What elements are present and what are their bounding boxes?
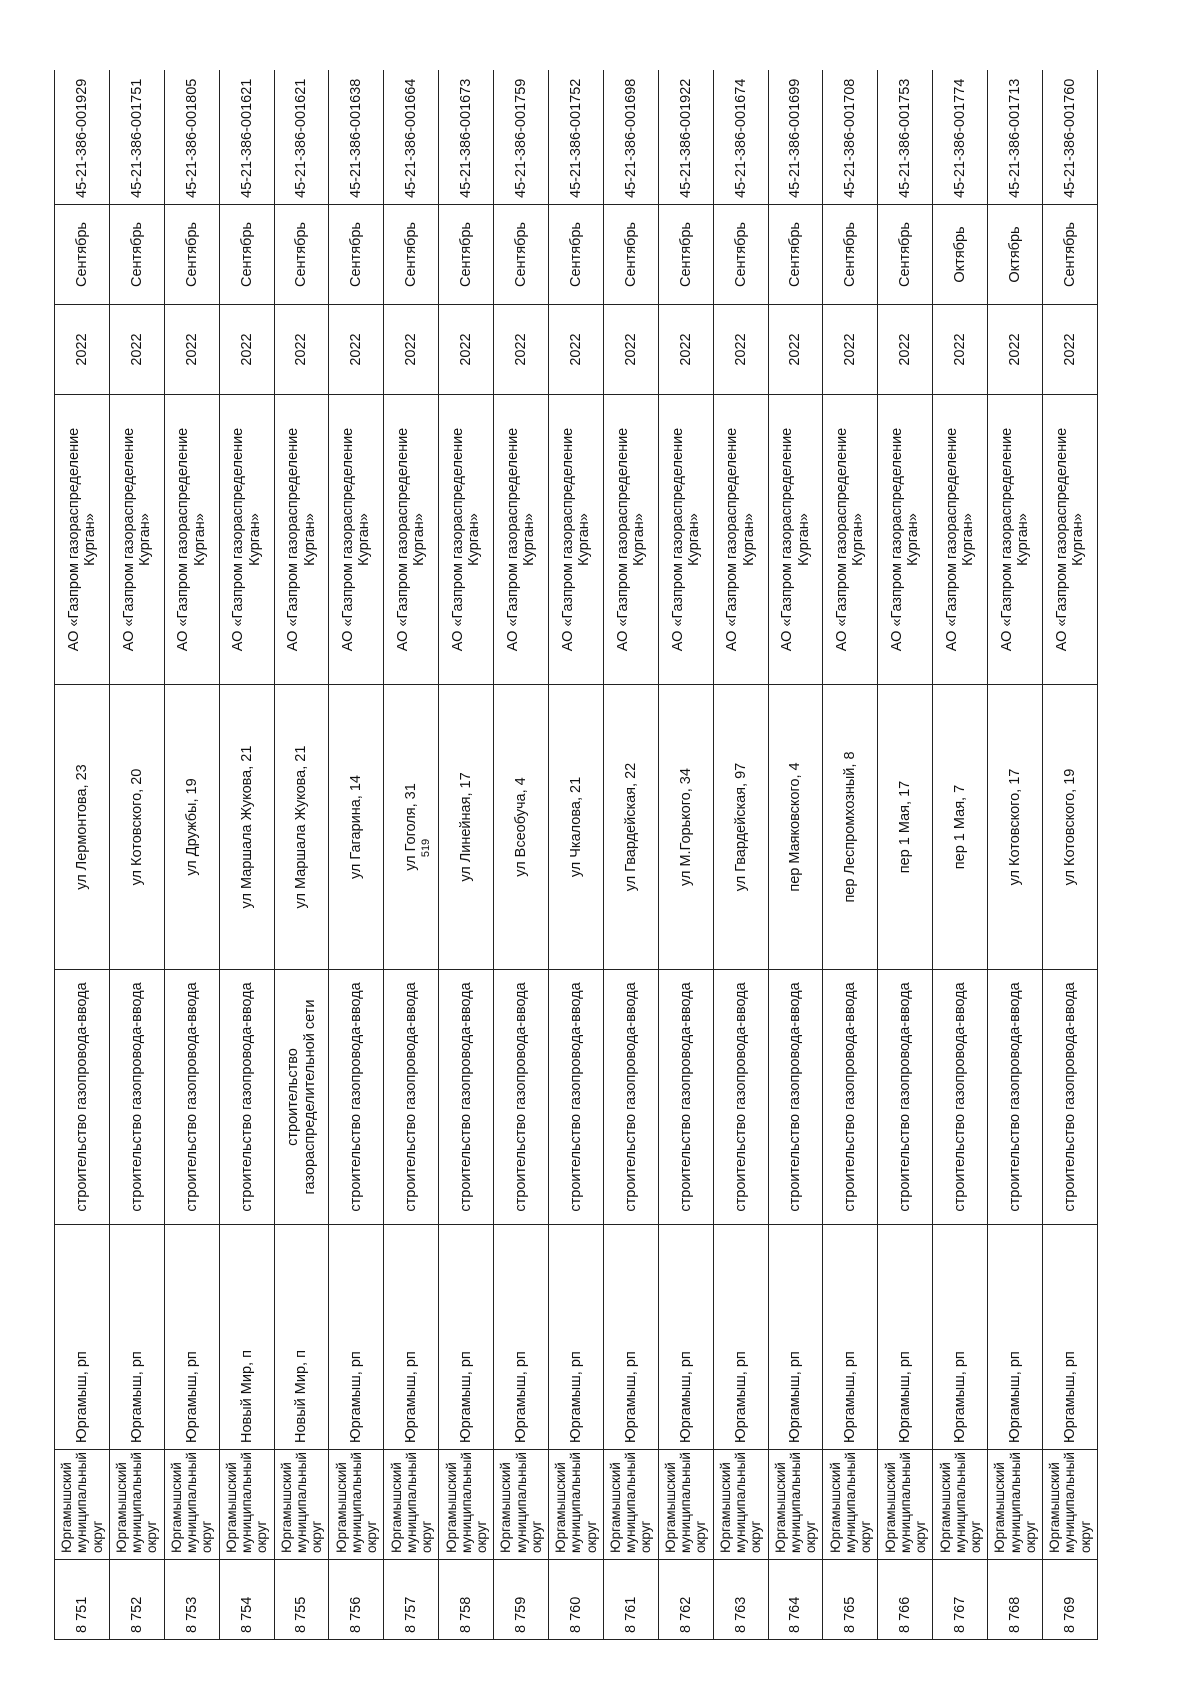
year-cell: 2022 xyxy=(384,305,439,395)
district-cell: Юргамышский муниципальный округ xyxy=(713,1450,768,1560)
locality-cell: Юргамыш, рп xyxy=(988,1225,1043,1450)
organization-cell: АО «Газпром газораспределение Курган» xyxy=(658,395,713,685)
table-row xyxy=(109,70,164,1640)
object-code-cell: 45-21-386-001713 xyxy=(988,70,1043,205)
district-cell: Юргамышский муниципальный округ xyxy=(439,1450,494,1560)
month-cell: Октябрь xyxy=(988,205,1043,305)
locality-cell: Юргамыш, рп xyxy=(494,1225,549,1450)
table-row xyxy=(219,70,274,1640)
rotated-table-container xyxy=(54,70,1098,1640)
address-cell: ул Лермонтова, 23 xyxy=(55,685,110,970)
address-cell: ул Гвардейская, 22 xyxy=(603,685,658,970)
month-cell: Сентябрь xyxy=(494,205,549,305)
work-type-cell: строительство газопровода-ввода xyxy=(109,970,164,1225)
row-number-cell: 8 757 xyxy=(384,1560,439,1640)
district-cell: Юргамышский муниципальный округ xyxy=(329,1450,384,1560)
district-cell: Юргамышский муниципальный округ xyxy=(549,1450,604,1560)
address-cell: пер 1 Мая, 7 xyxy=(933,685,988,970)
address-cell: ул Маршала Жукова, 21 xyxy=(274,685,329,970)
work-type-cell: строительство газопровода-ввода xyxy=(1043,970,1098,1225)
district-cell: Юргамышский муниципальный округ xyxy=(109,1450,164,1560)
table-row xyxy=(823,70,878,1640)
organization-cell: АО «Газпром газораспределение Курган» xyxy=(823,395,878,685)
table-row xyxy=(878,70,933,1640)
work-type-cell: строительство газопровода-ввода xyxy=(768,970,823,1225)
work-type-cell: строительство газопровода-ввода xyxy=(988,970,1043,1225)
gas-connection-register-table xyxy=(54,70,1098,1640)
table-row xyxy=(55,70,110,1640)
year-cell: 2022 xyxy=(878,305,933,395)
row-number-cell: 8 753 xyxy=(164,1560,219,1640)
month-cell: Сентябрь xyxy=(768,205,823,305)
month-cell: Сентябрь xyxy=(164,205,219,305)
object-code-cell: 45-21-386-001752 xyxy=(549,70,604,205)
address-cell: пер Леспромхозный, 8 xyxy=(823,685,878,970)
address-cell: пер Маяковского, 4 xyxy=(768,685,823,970)
year-cell: 2022 xyxy=(274,305,329,395)
month-cell: Сентябрь xyxy=(549,205,604,305)
work-type-cell: строительство газопровода-ввода xyxy=(549,970,604,1225)
work-type-cell: строительство газопровода-ввода xyxy=(933,970,988,1225)
district-cell: Юргамышский муниципальный округ xyxy=(878,1450,933,1560)
address-cell: ул Линейная, 17 xyxy=(439,685,494,970)
row-number-cell: 8 756 xyxy=(329,1560,384,1640)
month-cell: Сентябрь xyxy=(603,205,658,305)
month-cell: Сентябрь xyxy=(55,205,110,305)
object-code-cell: 45-21-386-001805 xyxy=(164,70,219,205)
table-row xyxy=(768,70,823,1640)
organization-cell: АО «Газпром газораспределение Курган» xyxy=(713,395,768,685)
object-code-cell: 45-21-386-001929 xyxy=(55,70,110,205)
row-number-cell: 8 762 xyxy=(658,1560,713,1640)
organization-cell: АО «Газпром газораспределение Курган» xyxy=(329,395,384,685)
work-type-cell: строительство газопровода-ввода xyxy=(329,970,384,1225)
district-cell: Юргамышский муниципальный округ xyxy=(384,1450,439,1560)
locality-cell: Юргамыш, рп xyxy=(933,1225,988,1450)
month-cell: Сентябрь xyxy=(384,205,439,305)
district-cell: Юргамышский муниципальный округ xyxy=(823,1450,878,1560)
row-number-cell: 8 765 xyxy=(823,1560,878,1640)
organization-cell: АО «Газпром газораспределение Курган» xyxy=(384,395,439,685)
object-code-cell: 45-21-386-001621 xyxy=(219,70,274,205)
district-cell: Юргамышский муниципальный округ xyxy=(494,1450,549,1560)
work-type-cell: строительство газопровода-ввода xyxy=(603,970,658,1225)
organization-cell: АО «Газпром газораспределение Курган» xyxy=(55,395,110,685)
work-type-cell: строительство газопровода-ввода xyxy=(494,970,549,1225)
locality-cell: Юргамыш, рп xyxy=(384,1225,439,1450)
table-row xyxy=(933,70,988,1640)
year-cell: 2022 xyxy=(823,305,878,395)
table-row xyxy=(549,70,604,1640)
district-cell: Юргамышский муниципальный округ xyxy=(164,1450,219,1560)
work-type-cell: строительство газопровода-ввода xyxy=(219,970,274,1225)
address-cell: ул Всеобуча, 4 xyxy=(494,685,549,970)
organization-cell: АО «Газпром газораспределение Курган» xyxy=(549,395,604,685)
object-code-cell: 45-21-386-001759 xyxy=(494,70,549,205)
year-cell: 2022 xyxy=(494,305,549,395)
address-cell: ул Котовского, 17 xyxy=(988,685,1043,970)
locality-cell: Юргамыш, рп xyxy=(878,1225,933,1450)
table-row xyxy=(494,70,549,1640)
object-code-cell: 45-21-386-001664 xyxy=(384,70,439,205)
organization-cell: АО «Газпром газораспределение Курган» xyxy=(768,395,823,685)
month-cell: Сентябрь xyxy=(1043,205,1098,305)
address-cell: ул Маршала Жукова, 21 xyxy=(219,685,274,970)
table-row xyxy=(713,70,768,1640)
row-number-cell: 8 754 xyxy=(219,1560,274,1640)
work-type-cell: строительство газопровода-ввода xyxy=(713,970,768,1225)
locality-cell: Юргамыш, рп xyxy=(1043,1225,1098,1450)
table-row xyxy=(274,70,329,1640)
row-number-cell: 8 769 xyxy=(1043,1560,1098,1640)
month-cell: Сентябрь xyxy=(878,205,933,305)
object-code-cell: 45-21-386-001699 xyxy=(768,70,823,205)
month-cell: Сентябрь xyxy=(329,205,384,305)
table-body xyxy=(55,70,1098,1640)
object-code-cell: 45-21-386-001922 xyxy=(658,70,713,205)
year-cell: 2022 xyxy=(164,305,219,395)
object-code-cell: 45-21-386-001753 xyxy=(878,70,933,205)
locality-cell: Юргамыш, рп xyxy=(713,1225,768,1450)
object-code-cell: 45-21-386-001638 xyxy=(329,70,384,205)
district-cell: Юргамышский муниципальный округ xyxy=(988,1450,1043,1560)
row-number-cell: 8 766 xyxy=(878,1560,933,1640)
year-cell: 2022 xyxy=(1043,305,1098,395)
work-type-cell: строительство газораспределительной сети xyxy=(274,970,329,1225)
month-cell: Сентябрь xyxy=(713,205,768,305)
table-frame xyxy=(54,70,1098,1640)
address-cell: ул Гоголя, 31 xyxy=(384,685,439,970)
work-type-cell: строительство газопровода-ввода xyxy=(823,970,878,1225)
locality-cell: Юргамыш, рп xyxy=(549,1225,604,1450)
organization-cell: АО «Газпром газораспределение Курган» xyxy=(988,395,1043,685)
district-cell: Юргамышский муниципальный округ xyxy=(933,1450,988,1560)
year-cell: 2022 xyxy=(768,305,823,395)
organization-cell: АО «Газпром газораспределение Курган» xyxy=(603,395,658,685)
locality-cell: Юргамыш, рп xyxy=(768,1225,823,1450)
address-cell: ул Котовского, 20 xyxy=(109,685,164,970)
row-number-cell: 8 768 xyxy=(988,1560,1043,1640)
locality-cell: Новый Мир, п xyxy=(219,1225,274,1450)
locality-cell: Юргамыш, рп xyxy=(658,1225,713,1450)
locality-cell: Юргамыш, рп xyxy=(55,1225,110,1450)
locality-cell: Юргамыш, рп xyxy=(164,1225,219,1450)
locality-cell: Юргамыш, рп xyxy=(603,1225,658,1450)
row-number-cell: 8 758 xyxy=(439,1560,494,1640)
row-number-cell: 8 761 xyxy=(603,1560,658,1640)
row-number-cell: 8 751 xyxy=(55,1560,110,1640)
year-cell: 2022 xyxy=(549,305,604,395)
work-type-cell: строительство газопровода-ввода xyxy=(658,970,713,1225)
table-row xyxy=(164,70,219,1640)
table-row xyxy=(329,70,384,1640)
work-type-cell: строительство газопровода-ввода xyxy=(384,970,439,1225)
district-cell: Юргамышский муниципальный округ xyxy=(658,1450,713,1560)
object-code-cell: 45-21-386-001751 xyxy=(109,70,164,205)
page-number: 519 xyxy=(420,838,432,858)
year-cell: 2022 xyxy=(55,305,110,395)
locality-cell: Юргамыш, рп xyxy=(823,1225,878,1450)
district-cell: Юргамышский муниципальный округ xyxy=(219,1450,274,1560)
work-type-cell: строительство газопровода-ввода xyxy=(878,970,933,1225)
table-row xyxy=(439,70,494,1640)
year-cell: 2022 xyxy=(219,305,274,395)
district-cell: Юргамышский муниципальный округ xyxy=(603,1450,658,1560)
district-cell: Юргамышский муниципальный округ xyxy=(768,1450,823,1560)
row-number-cell: 8 764 xyxy=(768,1560,823,1640)
table-row xyxy=(384,70,439,1640)
organization-cell: АО «Газпром газораспределение Курган» xyxy=(274,395,329,685)
organization-cell: АО «Газпром газораспределение Курган» xyxy=(219,395,274,685)
row-number-cell: 8 755 xyxy=(274,1560,329,1640)
row-number-cell: 8 763 xyxy=(713,1560,768,1640)
year-cell: 2022 xyxy=(603,305,658,395)
month-cell: Сентябрь xyxy=(274,205,329,305)
locality-cell: Новый Мир, п xyxy=(274,1225,329,1450)
organization-cell: АО «Газпром газораспределение Курган» xyxy=(1043,395,1098,685)
row-number-cell: 8 760 xyxy=(549,1560,604,1640)
row-number-cell: 8 767 xyxy=(933,1560,988,1640)
object-code-cell: 45-21-386-001698 xyxy=(603,70,658,205)
work-type-cell: строительство газопровода-ввода xyxy=(164,970,219,1225)
address-cell: ул Дружбы, 19 xyxy=(164,685,219,970)
month-cell: Октябрь xyxy=(933,205,988,305)
table-row xyxy=(988,70,1043,1640)
locality-cell: Юргамыш, рп xyxy=(109,1225,164,1450)
month-cell: Сентябрь xyxy=(658,205,713,305)
address-cell: пер 1 Мая, 17 xyxy=(878,685,933,970)
month-cell: Сентябрь xyxy=(823,205,878,305)
object-code-cell: 45-21-386-001708 xyxy=(823,70,878,205)
address-cell: ул Чкалова, 21 xyxy=(549,685,604,970)
object-code-cell: 45-21-386-001673 xyxy=(439,70,494,205)
locality-cell: Юргамыш, рп xyxy=(329,1225,384,1450)
district-cell: Юргамышский муниципальный округ xyxy=(55,1450,110,1560)
year-cell: 2022 xyxy=(713,305,768,395)
table-row xyxy=(658,70,713,1640)
year-cell: 2022 xyxy=(439,305,494,395)
year-cell: 2022 xyxy=(988,305,1043,395)
organization-cell: АО «Газпром газораспределение Курган» xyxy=(109,395,164,685)
year-cell: 2022 xyxy=(658,305,713,395)
district-cell: Юргамышский муниципальный округ xyxy=(1043,1450,1098,1560)
month-cell: Сентябрь xyxy=(439,205,494,305)
district-cell: Юргамышский муниципальный округ xyxy=(274,1450,329,1560)
table-row xyxy=(1043,70,1098,1640)
organization-cell: АО «Газпром газораспределение Курган» xyxy=(164,395,219,685)
work-type-cell: строительство газопровода-ввода xyxy=(55,970,110,1225)
address-cell: ул Гвардейская, 97 xyxy=(713,685,768,970)
object-code-cell: 45-21-386-001760 xyxy=(1043,70,1098,205)
organization-cell: АО «Газпром газораспределение Курган» xyxy=(494,395,549,685)
year-cell: 2022 xyxy=(933,305,988,395)
year-cell: 2022 xyxy=(109,305,164,395)
object-code-cell: 45-21-386-001674 xyxy=(713,70,768,205)
table-row xyxy=(603,70,658,1640)
row-number-cell: 8 752 xyxy=(109,1560,164,1640)
object-code-cell: 45-21-386-001774 xyxy=(933,70,988,205)
month-cell: Сентябрь xyxy=(109,205,164,305)
locality-cell: Юргамыш, рп xyxy=(439,1225,494,1450)
year-cell: 2022 xyxy=(329,305,384,395)
address-cell: ул М.Горького, 34 xyxy=(658,685,713,970)
address-cell: ул Котовского, 19 xyxy=(1043,685,1098,970)
organization-cell: АО «Газпром газораспределение Курган» xyxy=(933,395,988,685)
organization-cell: АО «Газпром газораспределение Курган» xyxy=(439,395,494,685)
address-cell: ул Гагарина, 14 xyxy=(329,685,384,970)
object-code-cell: 45-21-386-001621 xyxy=(274,70,329,205)
work-type-cell: строительство газопровода-ввода xyxy=(439,970,494,1225)
row-number-cell: 8 759 xyxy=(494,1560,549,1640)
month-cell: Сентябрь xyxy=(219,205,274,305)
organization-cell: АО «Газпром газораспределение Курган» xyxy=(878,395,933,685)
